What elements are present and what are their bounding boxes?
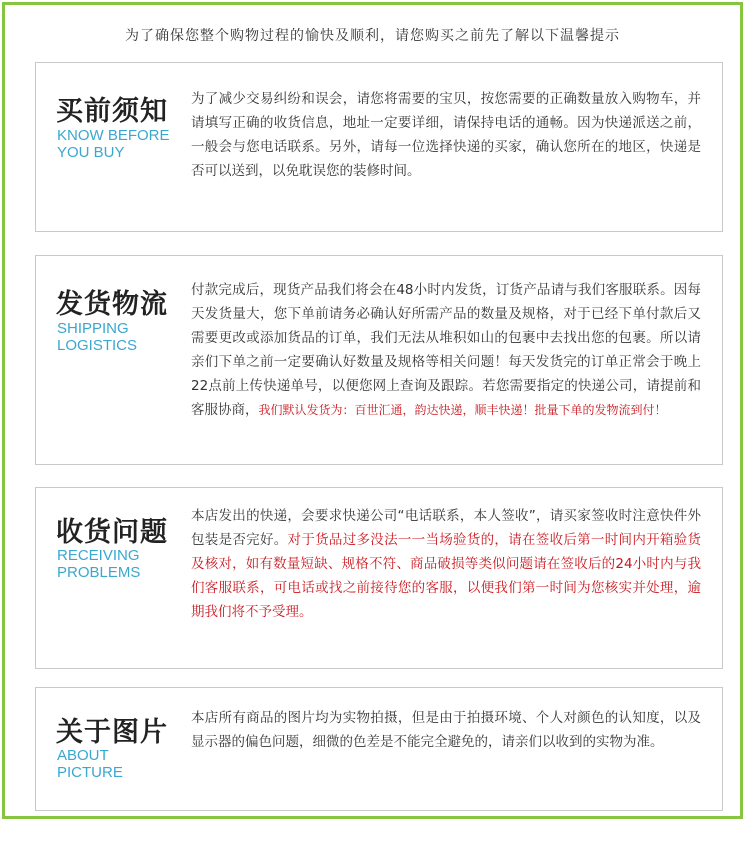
- section-know-before-you-buy: [35, 62, 723, 232]
- section-body: 为了减少交易纠纷和误会，请您将需要的宝贝，按您需要的正确数量放入购物车，并请填写正确的收货信息，地址一定要详细，请保持电话的通畅。因为快递派送之前，一般会与您电话联系。另外，请每一位选择快递的买家，确认您所在的地区，快递是否可以送到，以免耽误您的装修时间。: [191, 91, 701, 179]
- section-title-en-line2: PROBLEMS: [57, 564, 141, 581]
- section-about-picture: [35, 687, 723, 811]
- section-title-en-line1: KNOW BEFORE: [57, 127, 170, 144]
- section-shipping-logistics: [35, 255, 723, 465]
- section-body: [191, 278, 701, 422]
- section-receiving-problems: [35, 487, 723, 669]
- section-body-text: 付款完成后，现货产品我们将会在48小时内发货，订货产品请与我们客服联系。因每天发货量大，您下单前请务必确认好所需产品的数量及规格，对于已经下单付款后又需要更改或添加货品的订单，我们无法从堆积如山的包裹中去找出您的包裹。所以请亲们下单之前一定要确认好数量及规格等相关问题！每天发货完的订单正常会于晚上22点前上传快递单号，以便您网上查询及跟踪。若您需要指定的快递公司，请提前和客服协商，: [191, 282, 701, 418]
- section-title-en-line1: ABOUT: [57, 747, 109, 764]
- section-title-en-line2: PICTURE: [57, 764, 123, 781]
- header-note: 为了确保您整个购物过程的愉快及顺利，请您购买之前先了解以下温馨提示: [125, 28, 620, 44]
- section-body: 本店所有商品的图片均为实物拍摄，但是由于拍摄环境、个人对颜色的认知度，以及显示器的偏色问题，细微的色差是不能完全避免的，请亲们以收到的实物为准。: [191, 710, 701, 750]
- notice-frame: [2, 2, 743, 819]
- section-title-en-line1: RECEIVING: [57, 547, 140, 564]
- section-title-cn: 发货物流: [56, 289, 168, 320]
- section-body: [191, 504, 701, 624]
- section-title-en-line2: LOGISTICS: [57, 337, 138, 354]
- section-body-text: 本店发出的快递，会要求快递公司“电话联系，本人签收”，请买家签收时注意快件外包装是否完好。: [191, 508, 701, 548]
- section-title-cn: 收货问题: [56, 517, 168, 548]
- section-body-warning: 我们默认发货为：百世汇通，韵达快递，顺丰快递！批量下单的发物流到付！: [258, 403, 667, 417]
- section-title-cn: 买前须知: [56, 96, 168, 127]
- section-title-en-line1: SHIPPING: [57, 320, 129, 337]
- section-body-warning: 对于货品过多没法一一当场验货的，请在签收后第一时间内开箱验货及核对，如有数量短缺、规格不符、商品破损等类似问题请在签收后的24小时内与我们客服联系，可电话或找之前接待您的客服，以便我们第一时间为您核实并处理，逾期我们将不予受理。: [191, 532, 702, 620]
- section-title-en-line2: YOU BUY: [57, 144, 125, 161]
- section-title-cn: 关于图片: [56, 717, 168, 748]
